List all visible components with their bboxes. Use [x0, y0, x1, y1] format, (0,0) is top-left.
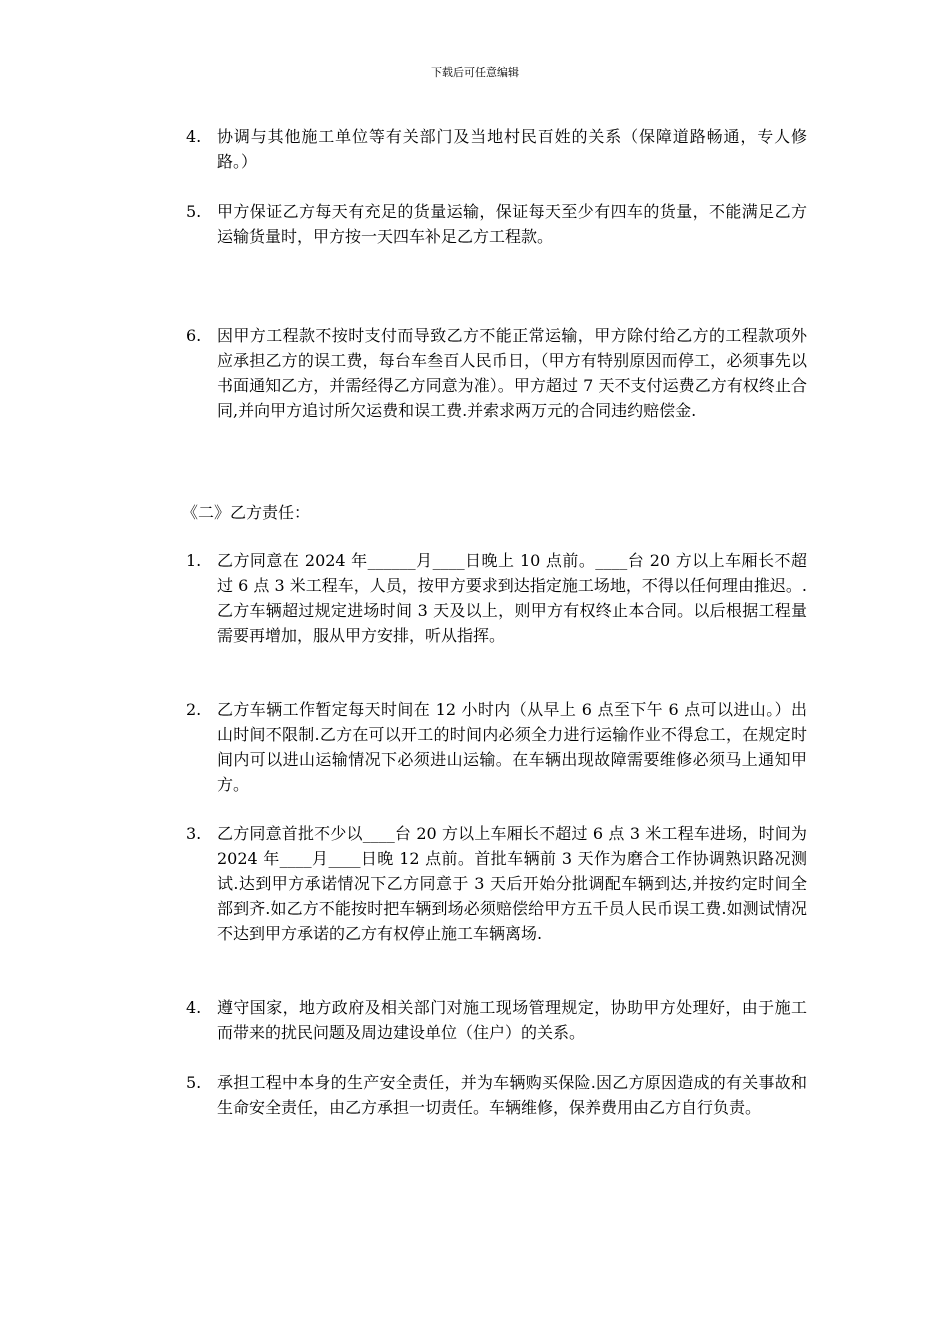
item-number: 6.: [186, 326, 202, 345]
section-heading: 《二》乙方责任：: [182, 503, 311, 522]
item-text: 乙方同意首批不少以____台 20 方以上车厢长不超过 6 点 3 米工程车进场，时间为 2024 年____月____日晚 12 点前。首批车辆前 3 天作为磨合工作协调熟识路况测试.达到甲方承诺情况下乙方同意于 3 天后开始分批调配车辆到达,并按约定时间全部到齐.如乙方不能按时把车辆到场必须赔偿给甲方五千员人民币误工费.如测试情况不达到甲方承诺的乙方有权停止施工车辆离场.: [217, 824, 807, 943]
item-number: 3.: [186, 824, 202, 843]
item-number: 4.: [186, 998, 202, 1017]
item-text: 承担工程中本身的生产安全责任，并为车辆购买保险.因乙方原因造成的有关事故和生命安全责任，由乙方承担一切责任。车辆维修，保养费用由乙方自行负责。: [217, 1073, 807, 1117]
item-number: 4.: [186, 127, 202, 146]
item-number: 2.: [186, 700, 202, 719]
item-text: 乙方车辆工作暂定每天时间在 12 小时内（从早上 6 点至下午 6 点可以进山。）出山时间不限制.乙方在可以开工的时间内必须全力进行运输作业不得怠工，在规定时间内可以进山运输情况下必须进山运输。在车辆出现故障需要维修必须马上通知甲方。: [217, 700, 807, 794]
item-text: 遵守国家，地方政府及相关部门对施工现场管理规定，协助甲方处理好，由于施工而带来的扰民问题及周边建设单位（住户）的关系。: [217, 998, 807, 1042]
item-text: 协调与其他施工单位等有关部门及当地村民百姓的关系（保障道路畅通，专人修路。）: [217, 127, 807, 171]
item-text: 甲方保证乙方每天有充足的货量运输，保证每天至少有四车的货量，不能满足乙方运输货量时，甲方按一天四车补足乙方工程款。: [217, 202, 807, 246]
item-number: 5.: [186, 202, 202, 221]
item-number: 1.: [186, 551, 202, 570]
item-number: 5.: [186, 1073, 202, 1092]
page-header: 下载后可任意编辑: [431, 66, 519, 79]
item-text: 乙方同意在 2024 年______月____日晚上 10 点前。____台 20 方以上车厢长不超过 6 点 3 米工程车，人员，按甲方要求到达指定施工场地，不得以任何理由推迟。.乙方车辆超过规定进场时间 3 天及以上，则甲方有权终止本合同。以后根据工程量需要再增加，服从甲方安排，听从指挥。: [217, 551, 807, 645]
item-text: 因甲方工程款不按时支付而导致乙方不能正常运输，甲方除付给乙方的工程款项外应承担乙方的误工费，每台车叁百人民币日，（甲方有特别原因而停工，必须事先以书面通知乙方，并需经得乙方同意为准）。甲方超过 7 天不支付运费乙方有权终止合同,并向甲方追讨所欠运费和误工费.并索求两万元的合同违约赔偿金.: [217, 326, 807, 420]
